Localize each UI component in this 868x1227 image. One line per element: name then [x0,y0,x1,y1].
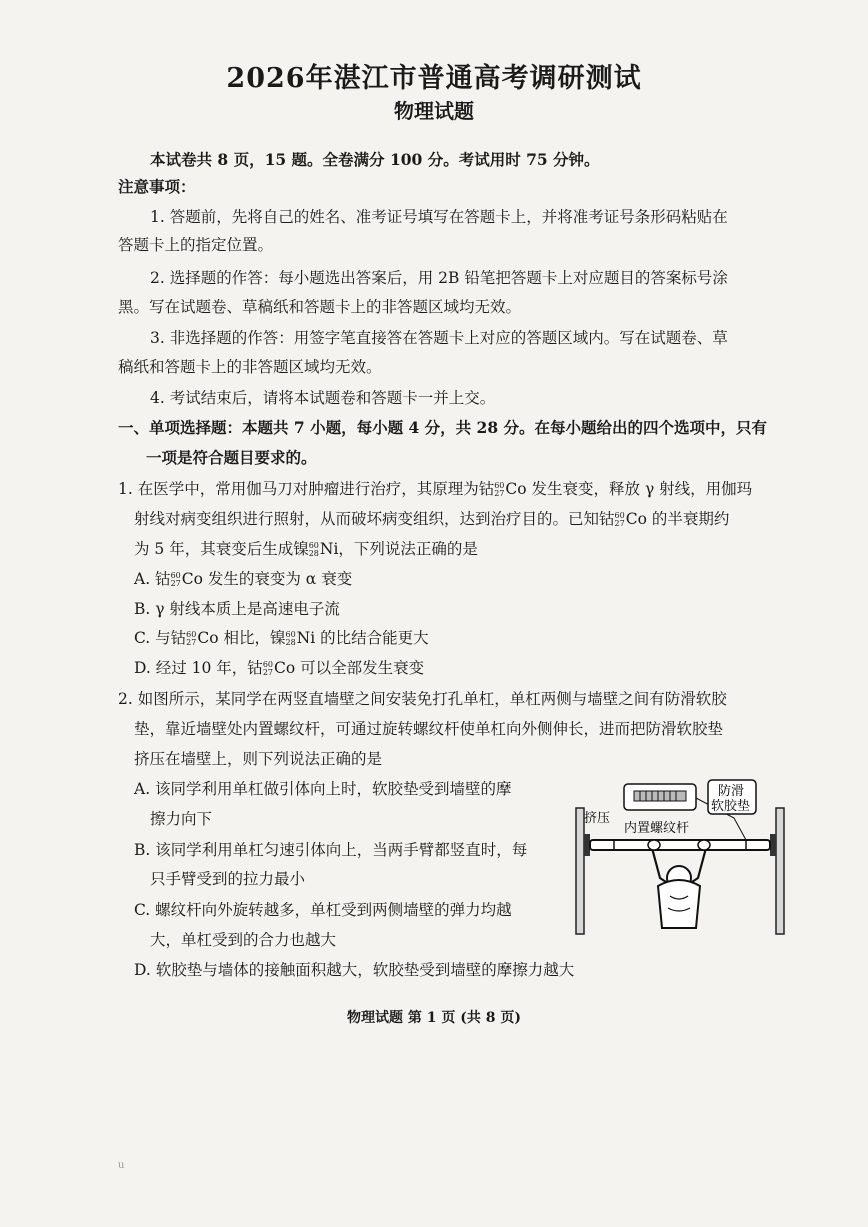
q2-option-c-line-2: 大，单杠受到的合力也越大 [150,931,337,949]
co-isotope: 60 27 [494,481,505,498]
q2-stem-line-3: 挤压在墙壁上，则下列说法正确的是 [134,750,383,768]
ni-isotope: 60 28 [285,630,296,647]
label-screw: 内置螺纹杆 [624,821,690,836]
pullup-bar-illustration [574,778,786,936]
pullup-bar-figure [574,778,786,936]
q2-option-b-line-2: 只手臂受到的拉力最小 [150,870,306,888]
note-4: 4. 考试结束后，请将本试题卷和答题卡一并上交。 [150,389,496,407]
intro-text: 本试卷共 8 页，15 题。全卷满分 100 分。考试用时 75 分钟。 [150,150,600,169]
corner-mark: u [118,1160,125,1171]
q1-stem-line-2: 射线对病变组织进行照射，从而破坏病变组织，达到治疗目的。已知钴60 27Co 的半衰期约 [134,510,730,528]
note-1-line-2: 答题卡上的指定位置。 [118,236,274,254]
co-isotope: 60 27 [170,571,181,588]
section-1-line-2: 一项是符合题目要求的。 [146,448,317,467]
exam-subtitle: 物理试题 [394,99,474,123]
right-hand [698,840,710,850]
q1-stem-line-1: 1. 在医学中，常用伽马刀对肿瘤进行治疗，其原理为钴60 27Co 发生衰变，释放 γ 射线，用伽玛 [118,480,753,498]
co-isotope: 60 27 [262,660,273,677]
note-2-line-2: 黑。写在试题卷、草稿纸和答题卡上的非答题区域均无效。 [118,298,522,316]
note-2-line-1: 2. 选择题的作答：每小题选出答案后，用 2B 铅笔把答题卡上对应题目的答案标号涂 [150,269,728,287]
q1-option-b: B. γ 射线本质上是高速电子流 [134,600,340,618]
left-hand [648,840,660,850]
page-footer: 物理试题 第 1 页 (共 8 页) [347,1010,521,1026]
q2-option-c-line-1: C. 螺纹杆向外旋转越多，单杠受到两侧墙壁的弹力均越 [134,901,512,919]
label-pad-1: 防滑 [718,784,745,799]
q1-option-c: C. 与钴60 27Co 相比，镍60 28Ni 的比结合能更大 [134,629,429,647]
q2-option-a-line-2: 擦力向下 [150,810,213,828]
q2-option-b-line-1: B. 该同学利用单杠匀速引体向上，当两手臂都竖直时，每 [134,841,528,859]
label-pad-2: 软胶垫 [711,799,751,814]
q2-option-a-line-1: A. 该同学利用单杠做引体向上时，软胶垫受到墙壁的摩 [134,780,512,798]
left-wall [576,808,584,934]
co-isotope: 60 27 [614,511,625,528]
q2-stem-line-2: 垫，靠近墙壁处内置螺纹杆，可通过旋转螺纹杆使单杠向外侧伸长，进而把防滑软胶垫 [134,720,724,738]
right-wall [776,808,784,934]
q1-stem-line-3: 为 5 年，其衰变后生成镍60 28Ni，下列说法正确的是 [134,540,478,558]
exam-title: 2026年湛江市普通高考调研测试 [226,63,642,94]
note-3-line-1: 3. 非选择题的作答：用签字笔直接答在答题卡上对应的答题区域内。写在试题卷、草 [150,329,728,347]
co-isotope: 60 27 [186,630,197,647]
section-1-line-1: 一、单项选择题：本题共 7 小题，每小题 4 分，共 28 分。在每小题给出的四个选项中，只有 [118,418,768,437]
label-press: 挤压 [584,811,611,826]
bar [590,840,770,850]
left-arm [652,848,666,882]
right-arm [692,848,706,882]
note-1-line-1: 1. 答题前，先将自己的姓名、准考证号填写在答题卡上，并将准考证号条形码粘贴在 [150,208,728,226]
note-3-line-2: 稿纸和答题卡上的非答题区域均无效。 [118,358,382,376]
ni-isotope: 60 28 [308,541,319,558]
notes-heading: 注意事项： [118,177,196,196]
q2-option-d: D. 软胶垫与墙体的接触面积越大，软胶垫受到墙壁的摩擦力越大 [134,961,575,979]
q1-option-d: D. 经过 10 年，钴60 27Co 可以全部发生衰变 [134,659,425,677]
q1-option-a: A. 钴60 27Co 发生的衰变为 α 衰变 [134,570,353,588]
q2-stem-line-1: 2. 如图所示，某同学在两竖直墙壁之间安装免打孔单杠，单杠两侧与墙壁之间有防滑软胶 [118,690,727,708]
screw-icon [634,791,686,801]
torso [658,880,700,928]
